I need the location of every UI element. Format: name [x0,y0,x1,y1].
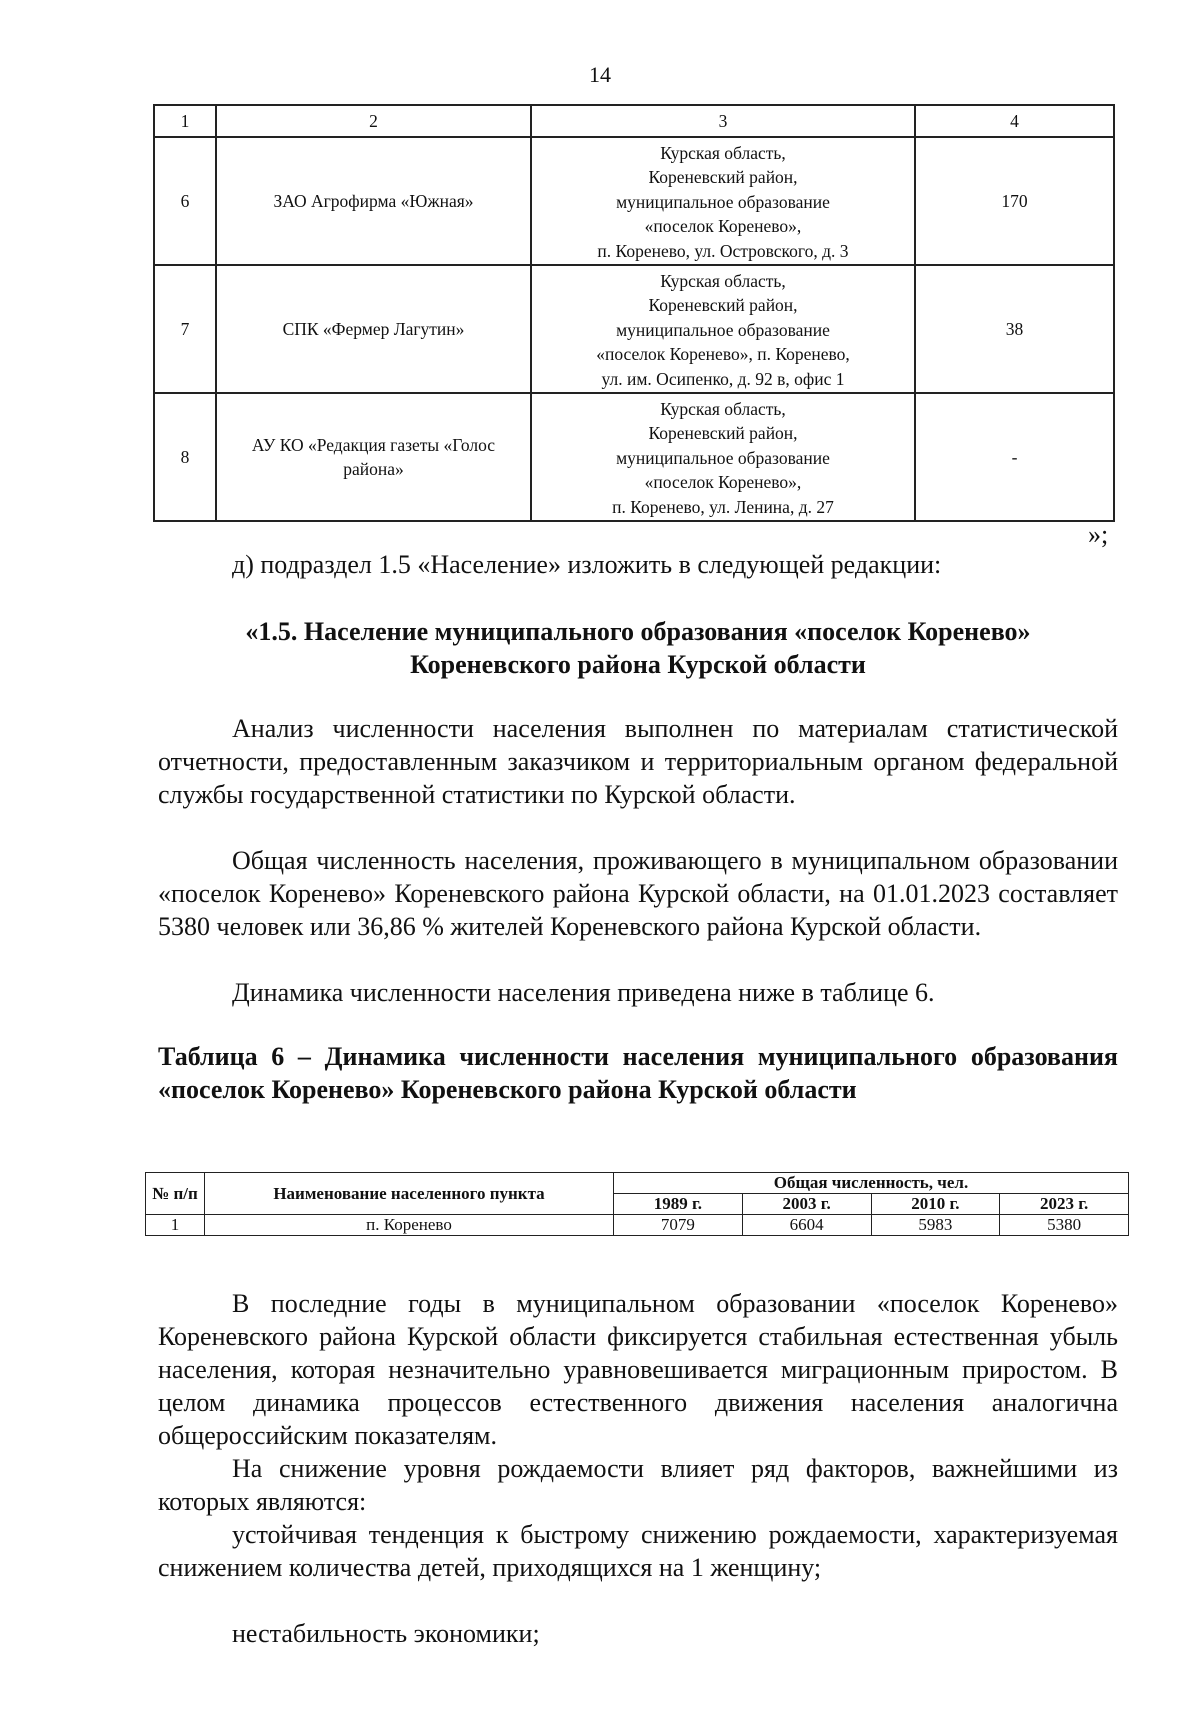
section-heading [158,615,1118,681]
table-row [154,393,1114,521]
row-number: 7 [154,265,216,393]
table-header-row [154,105,1114,137]
year-header: 2003 г. [742,1194,871,1215]
paragraph-factors: На снижение уровня рождаемости влияет ряд факторов, важнейшими из которых являются: [158,1454,1118,1516]
address-line: муниципальное образование [616,319,830,340]
paragraph-population: Общая численность населения, проживающего в муниципальном образовании «поселок Коренево» Кореневского района Курской области, на 01.01.2023 составляет 5380 человек или 36,86 % жителей Кореневского района Курской области. [158,846,1118,941]
table-row [154,137,1114,265]
population-table [145,1172,1129,1236]
header-cell: 2 [216,105,531,137]
year-header: 1989 г. [614,1194,743,1215]
page-number: 14 [589,62,611,87]
address-line: Курская область, [660,399,786,420]
header-cell: 3 [531,105,915,137]
section-heading-line: Кореневского района Курской области [410,650,866,679]
header-cell-name: Наименование населенного пункта [205,1173,614,1215]
paragraph-factor-trend: устойчивая тенденция к быстрому снижению рождаемости, характеризуемая снижением количества детей, приходящихся на 1 женщину; [158,1520,1118,1582]
row-number: 6 [154,137,216,265]
paragraph-natural-decline: В последние годы в муниципальном образовании «поселок Коренево» Кореневского района Курской области фиксируется стабильная естественная убыль населения, которая незначительно уравновешивается миграционным приростом. В целом динамика процессов естественного движения населения аналогична общероссийским показателям. [158,1289,1118,1450]
paragraph-analysis: Анализ численности населения выполнен по материалам статистической отчетности, предоставленным заказчиком и территориальным органом федеральной службы государственной статистики по Курской области. [158,714,1118,809]
table-row [146,1215,1129,1236]
table-header-row [146,1173,1129,1194]
year-header: 2023 г. [1000,1194,1129,1215]
row-number: 8 [154,393,216,521]
address-line: п. Коренево, ул. Ленина, д. 27 [612,496,834,517]
organization-value: 38 [915,265,1114,393]
population-value: 5983 [871,1215,1000,1236]
address-line: Курская область, [660,271,786,292]
subsection-intro: д) подраздел 1.5 «Население» изложить в следующей редакции: [232,550,942,579]
paragraph-dynamics: Динамика численности населения приведена ниже в таблице 6. [232,978,935,1007]
address-line: «поселок Коренево», п. Коренево, [596,344,850,365]
paragraph-factor-economy: нестабильность экономики; [232,1619,540,1648]
address-line: Кореневский район, [648,423,798,444]
address-line: «поселок Коренево», [644,216,802,237]
address-line: Курская область, [660,143,786,163]
organization-address [531,137,915,265]
header-cell: 4 [915,105,1114,137]
address-line: Кореневский район, [648,295,798,316]
address-line: п. Коренево, ул. Островского, д. 3 [597,240,849,261]
table6-title: Таблица 6 – Динамика численности населения муниципального образования «поселок Коренево» Кореневского района Курской области [158,1042,1118,1104]
header-cell: 1 [154,105,216,137]
header-cell-number: № п/п [146,1173,205,1215]
settlement-name: п. Коренево [205,1215,614,1236]
population-value: 5380 [1000,1215,1129,1236]
population-value: 7079 [614,1215,743,1236]
address-line: муниципальное образование [616,447,830,468]
population-value: 6604 [742,1215,871,1236]
organization-name: СПК «Фермер Лагутин» [216,265,531,393]
organization-name: ЗАО Агрофирма «Южная» [216,137,531,265]
row-number: 1 [146,1215,205,1236]
year-header: 2010 г. [871,1194,1000,1215]
organization-value: 170 [915,137,1114,265]
section-heading-line: «1.5. Население муниципального образования «поселок Коренево» [245,617,1031,646]
organization-address [531,393,915,521]
closing-quote: »; [1088,520,1109,549]
table-row [154,265,1114,393]
organization-address [531,265,915,393]
organizations-table [153,104,1115,522]
address-line: Кореневский район, [648,167,798,188]
address-line: ул. им. Осипенко, д. 92 в, офис 1 [601,368,845,389]
address-line: муниципальное образование [616,191,830,212]
organization-name: АУ КО «Редакция газеты «Голос района» [216,393,531,521]
address-line: «поселок Коренево», [644,472,802,493]
header-cell-group: Общая численность, чел. [614,1173,1129,1194]
organization-value: - [915,393,1114,521]
